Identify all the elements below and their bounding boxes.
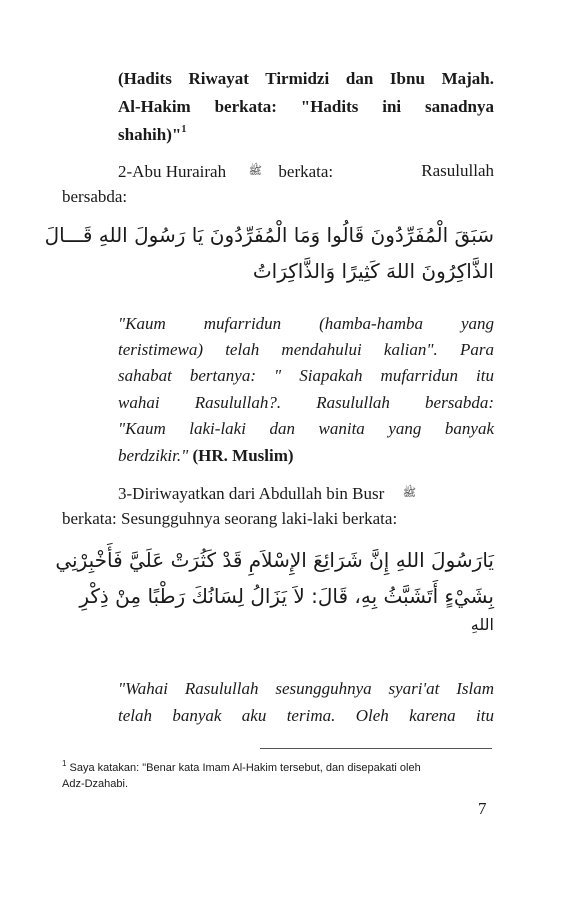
footnote-separator [260,748,492,749]
hadith3-translation-line2: telah banyak aku terima. Oleh karena itu [118,706,494,725]
hadith2-intro-line1: 2-Abu Hurairah ﷺ berkata: Rasulullah [118,161,494,181]
hadith3-translation-line1: "Wahai Rasulullah sesungguhnya syari'at Islam [118,679,494,698]
hadith2-intro-line2: bersabda: [62,187,128,206]
footnote-ref: 1 [181,124,187,135]
hadith3-arabic-line3: اللهِ [470,615,494,634]
hadith3-arabic-line2: بِشَيْءٍ أَتَشَبَّثُ بِهِ، قَالَ: لاَ يَزَالُ لِسَانُكَ رَطْبًا مِنْ ذِكْرِ [79,584,494,608]
hadith2-translation-line3: sahabat bertanya: " Siapakah mufarridun itu [118,366,494,385]
hadith1-source-line3: shahih)"$^1$ [118,124,187,144]
hadith1-source-line1: (Hadits Riwayat Tirmidzi dan Ibnu Majah. [118,69,494,88]
hadith2-translation-line1: "Kaum mufarridun (hamba-hamba yang [118,314,494,333]
radhiallahu-anhu-symbol: ﷺ [248,164,262,177]
hadith2-arabic-line1: سَبَقَ الْمُفَرِّدُونَ قَالُوا وَمَا الْمُفَرِّدُونَ يَا رَسُولَ اللهِ قَـــالَ [44,223,494,247]
radhiallahu-anhu-symbol: ﷺ [402,486,417,499]
hadith2-translation-line5: "Kaum laki-laki dan wanita yang banyak [118,419,494,438]
hadith2-translation-line6: berdzikir." (HR. Muslim) [118,446,294,465]
hadith3-intro-line2: berkata: Sesungguhnya seorang laki-laki berkata: [62,509,398,528]
footnote-line1: $^1$ Saya katakan: "Benar kata Imam Al-Hakim tersebut, dan disepakati oleh [62,759,421,774]
hadith2-translation-line2: teristimewa) telah mendahului kalian". Para [118,340,494,359]
hadith3-arabic-line1: يَارَسُولَ اللهِ إِنَّ شَرَائِعَ الإِسْلاَمِ قَدْ كَثُرَتْ عَلَيَّ فَأَخْبِرْنِي [55,548,494,572]
hadith3-intro-line1: 3-Diriwayatkan dari Abdullah bin Busr ﷺ [118,484,417,503]
hadith2-arabic-line2: الذَّاكِرُونَ اللهَ كَثِيرًا وَالذَّاكِرَاتُ [252,259,494,283]
hadith2-translation-line4: wahai Rasulullah?. Rasulullah bersabda: [118,393,494,412]
page-number: 7 [478,799,487,818]
hadith1-source-line2: Al-Hakim berkata: "Hadits ini sanadnya [118,97,494,116]
footnote-line2: Adz-Dzahabi. [62,778,129,790]
hadith2-source: (HR. Muslim) [192,446,294,465]
